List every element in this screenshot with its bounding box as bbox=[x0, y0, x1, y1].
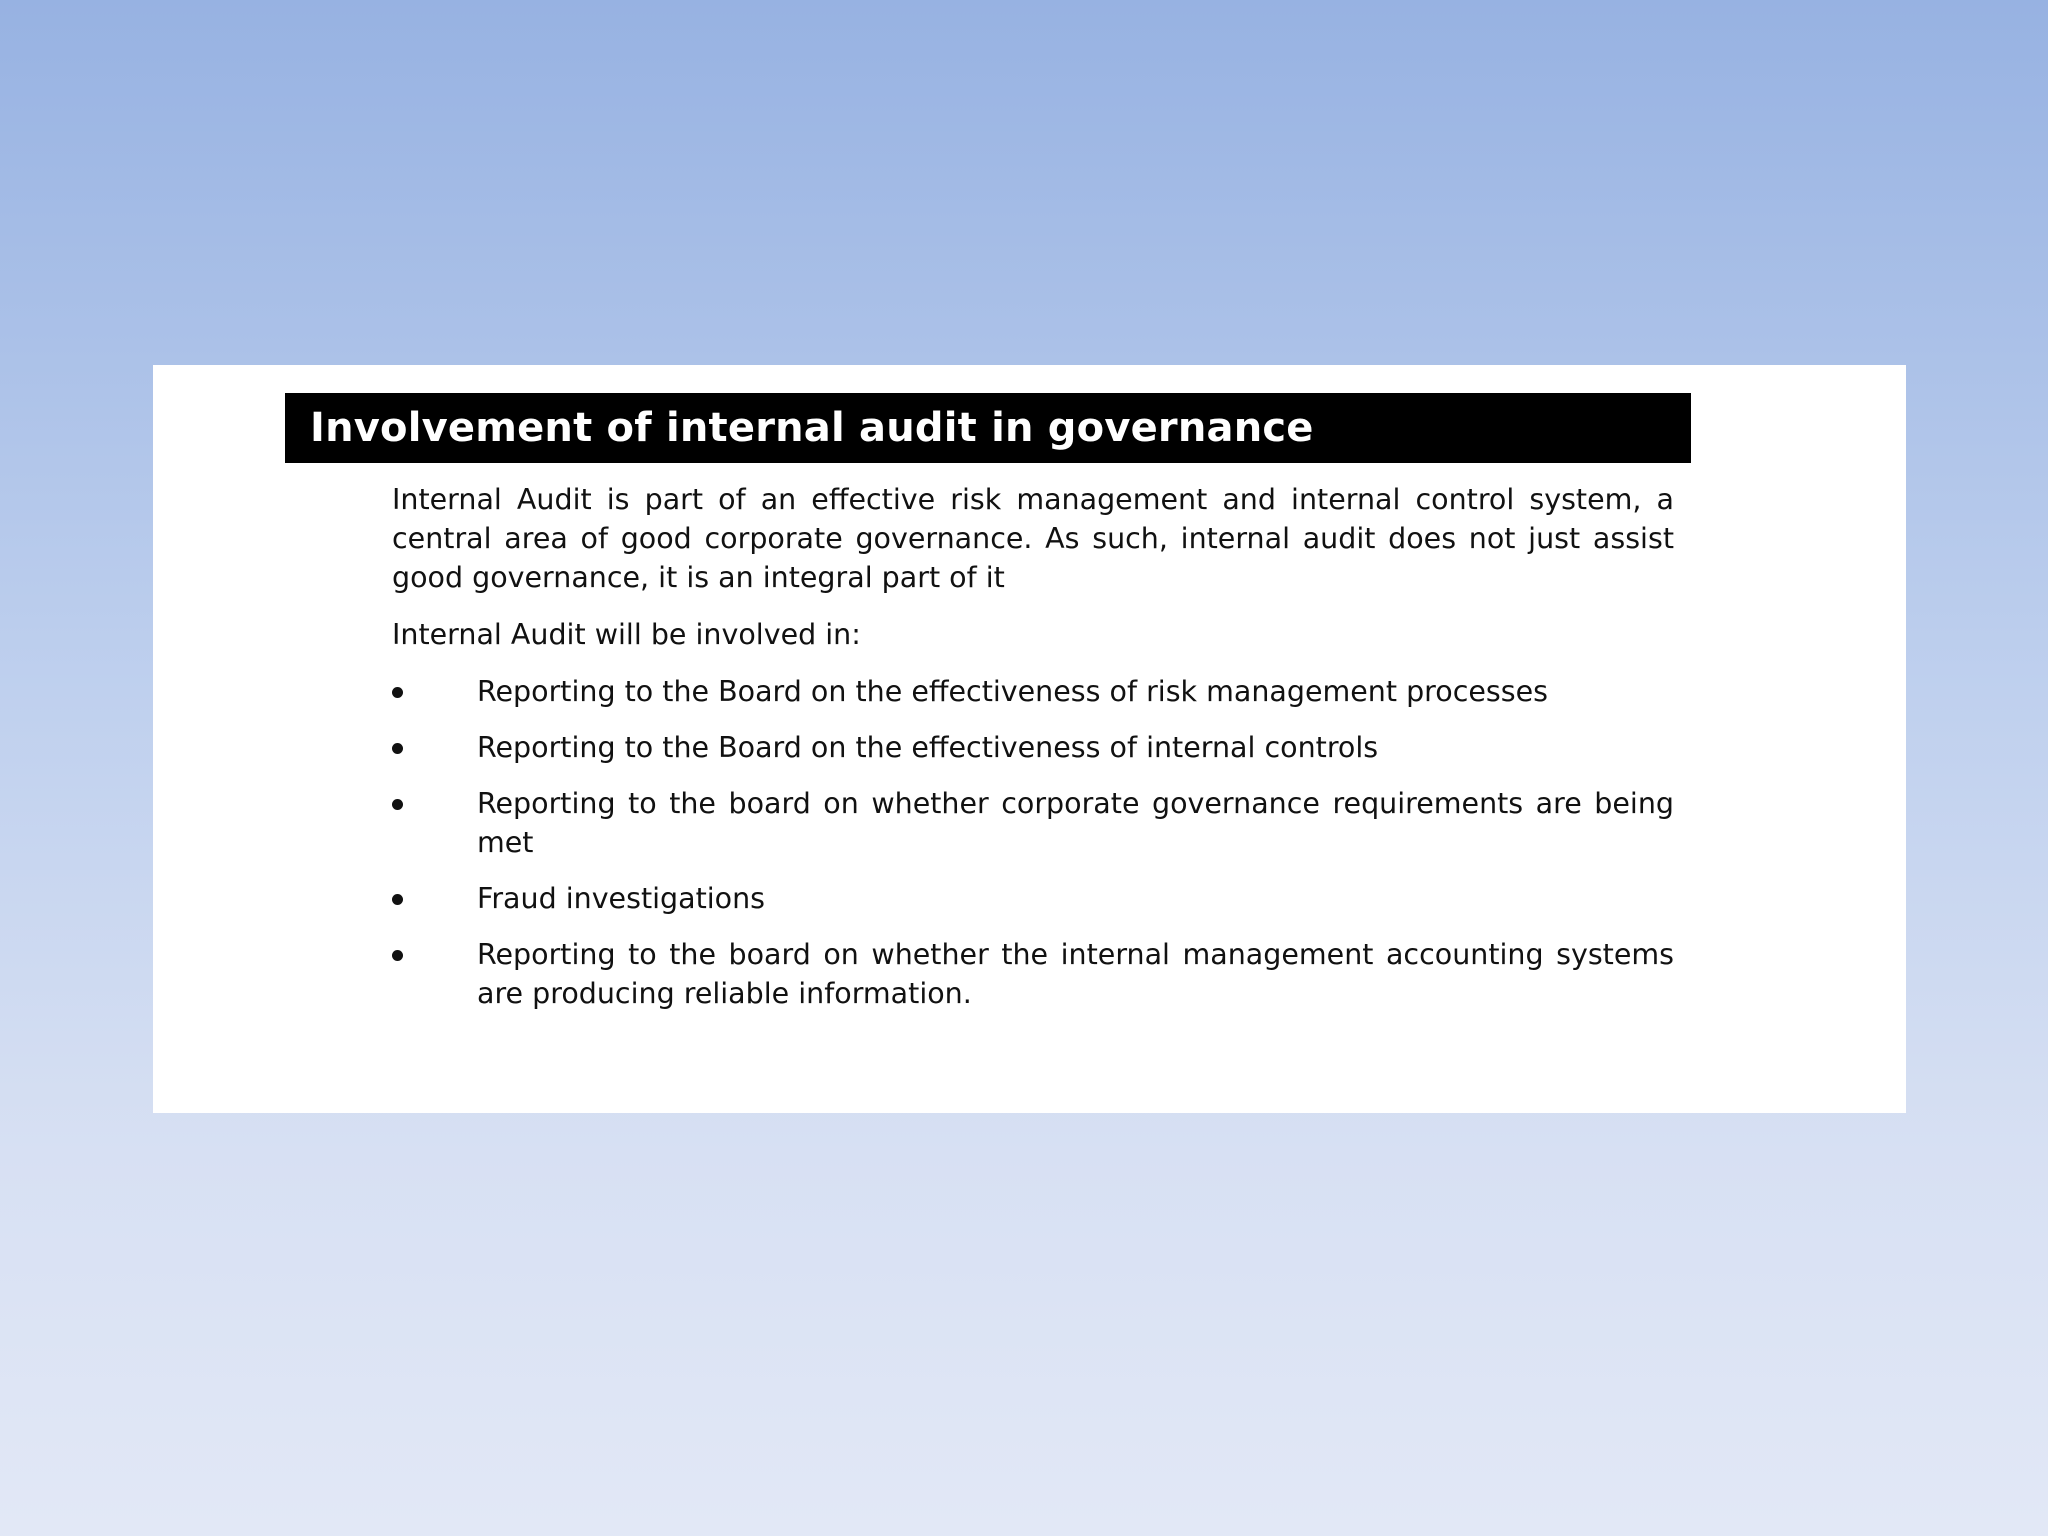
body-content bbox=[392, 480, 1674, 1030]
list-item-text: Reporting to the Board on the effectiveness of risk management processes bbox=[477, 675, 1548, 708]
content-panel bbox=[153, 365, 1906, 1113]
list-item bbox=[392, 879, 1674, 918]
list-item-text: Fraud investigations bbox=[477, 882, 766, 915]
list-item bbox=[392, 935, 1674, 1013]
involvement-list bbox=[392, 672, 1674, 1013]
bullet-icon bbox=[392, 799, 403, 810]
slide-title: Involvement of internal audit in governance bbox=[310, 405, 1314, 451]
list-item bbox=[392, 784, 1674, 862]
bullet-icon bbox=[392, 894, 403, 905]
bullet-icon bbox=[392, 743, 403, 754]
list-item-text: Reporting to the Board on the effectiveness of internal controls bbox=[477, 731, 1379, 764]
title-bar bbox=[285, 393, 1691, 463]
bullet-icon bbox=[392, 687, 403, 698]
bullet-icon bbox=[392, 950, 403, 961]
list-item-text: Reporting to the board on whether corporate governance requirements are being met bbox=[477, 787, 1674, 859]
intro-paragraph: Internal Audit is part of an effective risk management and internal control system, a central area of good corporate governance. As such, internal audit does not just assist good governance, it is an integral part of it bbox=[392, 483, 1674, 594]
list-item bbox=[392, 728, 1674, 767]
list-item-text: Reporting to the board on whether the internal management accounting systems are producing reliable information. bbox=[477, 938, 1674, 1010]
lead-in-text: Internal Audit will be involved in: bbox=[392, 618, 861, 651]
list-item bbox=[392, 672, 1674, 711]
